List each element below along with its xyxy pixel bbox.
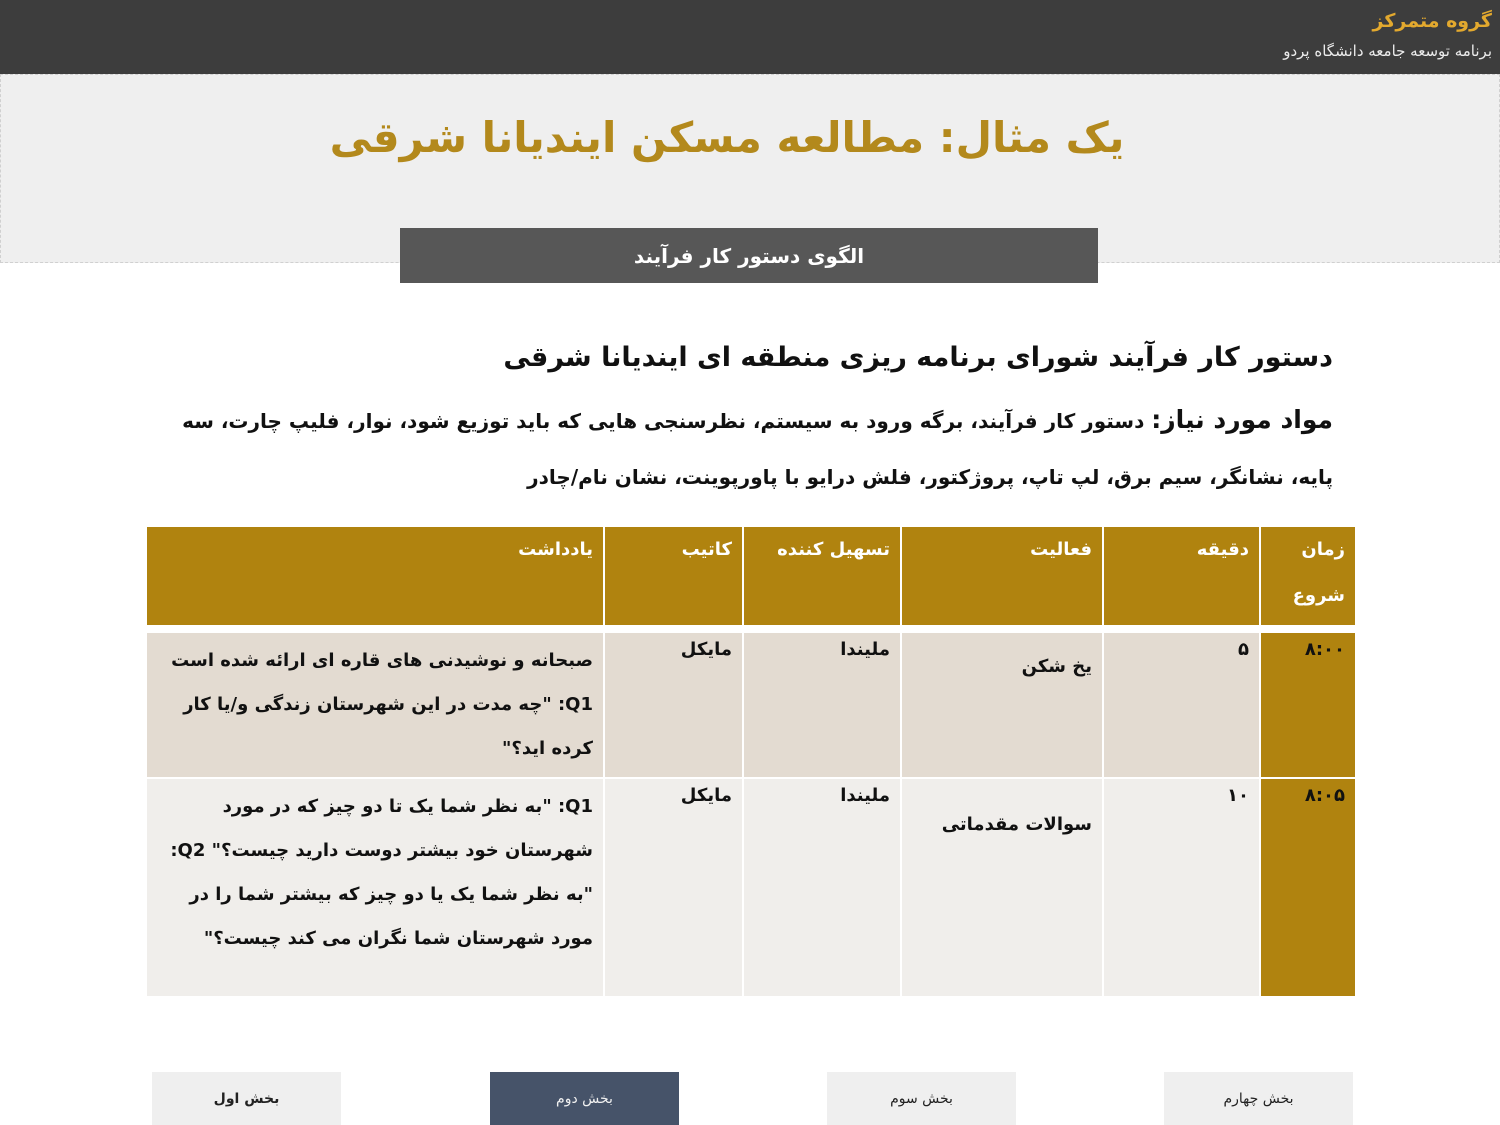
header-activity: فعالیت — [901, 526, 1103, 629]
materials-text: دستور کار فرآیند، برگه ورود به سیستم، نظرسنجی هایی که باید توزیع شود، نوار، فلیپ چارت، سه پایه، نشانگر، سیم برق، لپ تاپ، پروژکتور، فلش درایو با پاورپوینت، نشان نام/چادر — [182, 409, 1333, 489]
brand-title: گروه متمرکز — [1372, 10, 1492, 32]
header-facilitator: تسهیل کننده — [743, 526, 901, 629]
section-bar: الگوی دستور کار فرآیند — [400, 228, 1098, 283]
cell-activity: یخ شکن — [901, 629, 1103, 778]
top-bar — [0, 0, 1500, 74]
nav-part-1-button[interactable]: بخش اول — [152, 1072, 341, 1125]
cell-activity: سوالات مقدماتی — [901, 778, 1103, 997]
cell-note: صبحانه و نوشیدنی های قاره ای ارائه شده است Q1: "چه مدت در این شهرستان زندگی و/یا کار کرده اید؟" — [146, 629, 604, 778]
materials-paragraph — [143, 392, 1333, 505]
cell-minutes: ۵ — [1103, 629, 1260, 778]
cell-scribe: مایکل — [604, 778, 743, 997]
page-title: یک مثال: مطالعه مسکن ایندیانا شرقی — [329, 113, 1125, 162]
header-start-time: زمان شروع — [1260, 526, 1356, 629]
cell-facilitator: ملیندا — [743, 778, 901, 997]
cell-note: Q1: "به نظر شما یک تا دو چیز که در مورد شهرستان خود بیشتر دوست دارید چیست؟" Q2: "به نظر شما یک یا دو چیز که بیشتر شما را در مورد شهرستان شما نگران می کند چیست؟" — [146, 778, 604, 997]
table-row — [146, 629, 1356, 778]
header-scribe: کاتیب — [604, 526, 743, 629]
cell-minutes: ۱۰ — [1103, 778, 1260, 997]
table-header-row — [146, 526, 1356, 629]
nav-part-3-button[interactable]: بخش سوم — [827, 1072, 1016, 1125]
content-heading: دستور کار فرآیند شورای برنامه ریزی منطقه ای ایندیانا شرقی — [503, 342, 1333, 373]
nav-part-4-button[interactable]: بخش چهارم — [1164, 1072, 1353, 1125]
cell-facilitator: ملیندا — [743, 629, 901, 778]
header-minutes: دقیقه — [1103, 526, 1260, 629]
header-note: یادداشت — [146, 526, 604, 629]
agenda-table — [145, 525, 1357, 998]
brand-subtitle: برنامه توسعه جامعه دانشگاه پردو — [1283, 42, 1492, 60]
cell-start-time: ۸:۰۰ — [1260, 629, 1356, 778]
cell-scribe: مایکل — [604, 629, 743, 778]
materials-label: مواد مورد نیاز: — [1151, 405, 1333, 434]
cell-start-time: ۸:۰۵ — [1260, 778, 1356, 997]
nav-part-2-button[interactable]: بخش دوم — [490, 1072, 679, 1125]
table-row — [146, 778, 1356, 997]
